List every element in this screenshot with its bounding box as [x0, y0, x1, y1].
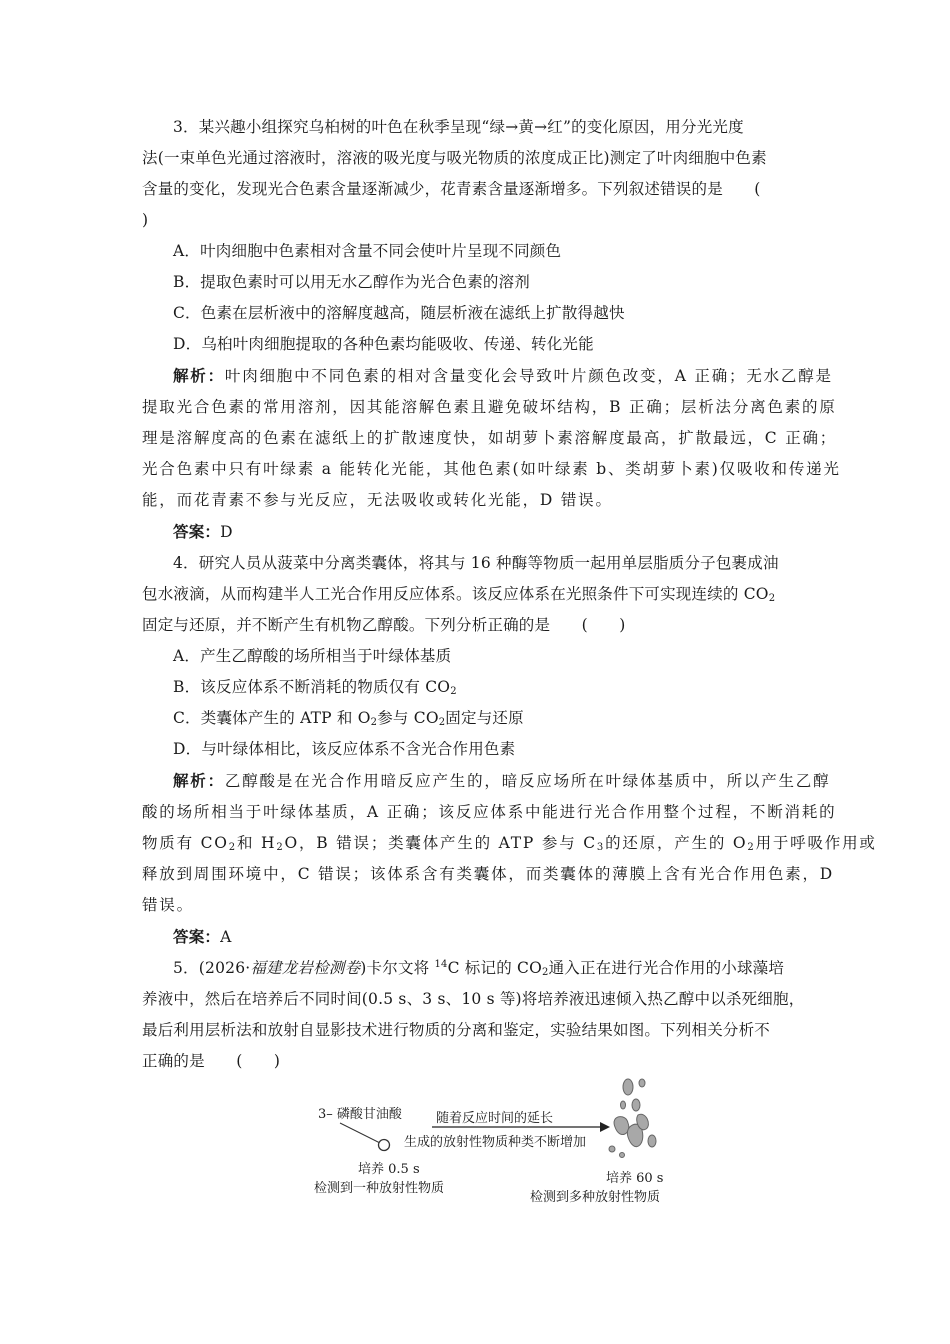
q4-option-b: B．该反应体系不断消耗的物质仅有 $CO_2$ [173, 678, 457, 697]
q3-analysis-line: 提取光合色素的常用溶剂，因其能溶解色素且避免破坏结构，B 正确；层析法分离色素的原 [142, 398, 837, 416]
left-time-label: 培养 0.5 s [358, 1162, 420, 1177]
q4-analysis-line: 物质有 $CO_2$和 $H_2O$，B 错误；类囊体产生的 ATP 参与 $C_3$的还原，产生的 $O_2$用于呼吸作用或 [142, 834, 877, 853]
single-spot [379, 1140, 390, 1151]
q3-option-d: D．乌桕叶肉细胞提取的各种色素均能吸收、传递、转化光能 [173, 335, 594, 353]
q3-option-a: A．叶肉细胞中色素相对含量不同会使叶片呈现不同颜色 [173, 242, 562, 260]
q4-stem-line: 4．研究人员从菠菜中分离类囊体，将其与 16 种酶等物质一起用单层脂质分子包裹成油 [173, 554, 779, 572]
q4-analysis-line: 解析：乙醇酸是在光合作用暗反应产生的，暗反应场所在叶绿体基质中，所以产生乙醇 [173, 771, 831, 790]
q3-analysis-line: 能，而花青素不参与光反应，无法吸收或转化光能，D 错误。 [142, 491, 613, 509]
chromatography-figure [310, 1075, 690, 1205]
q5-stem-line: 5．(2026·福建龙岩检测卷)卡尔文将 $^{14}$C 标记的 $CO_2$通入正在进行光合作用的小球藻培 [173, 959, 785, 978]
q3-answer: 答案：D [173, 522, 233, 541]
q3-analysis-line: 光合色素中只有叶绿素 a 能转化光能，其他色素(如叶绿素 b、类胡萝卜素)仅吸收和传递光 [142, 460, 841, 478]
q5-stem-line: 养液中，然后在培养后不同时间(0.5 s、3 s、10 s 等)将培养液迅速倾入热乙醇中以杀死细胞， [142, 990, 805, 1008]
q3-stem-line: 3．某兴趣小组探究乌桕树的叶色在秋季呈现“绿→黄→红”的变化原因，用分光光度 [173, 118, 744, 136]
q3-analysis-line: 解析：叶肉细胞中不同色素的相对含量变化会导致叶片颜色改变，A 正确；无水乙醇是 [173, 366, 833, 385]
left-compound-label: 3– 磷酸甘油酸 [318, 1107, 402, 1122]
arrow-head [600, 1122, 610, 1132]
q5-stem-line: 最后利用层析法和放射自显影技术进行物质的分离和鉴定，实验结果如图。下列相关分析不 [142, 1021, 771, 1039]
q4-stem-line: 固定与还原，并不断产生有机物乙醇酸。下列分析正确的是 ( ) [142, 616, 626, 634]
q3-option-c: C．色素在层析液中的溶解度越高，随层析液在滤纸上扩散得越快 [173, 304, 625, 322]
q4-stem-line: 包水液滴，从而构建半人工光合作用反应体系。该反应体系在光照条件下可实现连续的 $CO_2$ [142, 585, 776, 604]
document-body [142, 112, 877, 1077]
left-caption: 检测到一种放射性物质 [314, 1181, 445, 1196]
q3-stem-line: ) [142, 211, 149, 229]
analysis-label: 解析： [173, 366, 225, 385]
multiple-spots [609, 1079, 656, 1158]
q3-stem-line: 法(一束单色光通过溶液时，溶液的吸光度与吸光物质的浓度成正比)测定了叶肉细胞中色素 [142, 149, 767, 167]
q4-option-c: C．类囊体产生的 ATP 和 $O_2$参与 $CO_2$固定与还原 [173, 709, 524, 728]
arrow-top-label: 随着反应时间的延长 [436, 1111, 554, 1126]
q4-option-a: A．产生乙醇酸的场所相当于叶绿体基质 [173, 647, 452, 665]
right-caption: 检测到多种放射性物质 [530, 1190, 661, 1205]
q3-option-b: B．提取色素时可以用无水乙醇作为光合色素的溶剂 [173, 273, 530, 291]
q3-analysis-line: 理是溶解度高的色素在滤纸上的扩散速度快，如胡萝卜素溶解度最高，扩散最远，C 正确； [142, 429, 838, 447]
q3-stem-line: 含量的变化，发现光合色素含量逐渐减少，花青素含量逐渐增多。下列叙述错误的是 ( [142, 180, 761, 198]
analysis-label: 解析： [173, 771, 225, 790]
pointer-line [340, 1123, 380, 1143]
q4-analysis-line: 酸的场所相当于叶绿体基质，A 正确；该反应体系中能进行光合作用整个过程，不断消耗的 [142, 803, 837, 821]
q4-analysis-line: 错误。 [142, 896, 194, 914]
arrow-bottom-label: 生成的放射性物质种类不断增加 [404, 1135, 587, 1150]
q4-answer: 答案：A [173, 927, 232, 946]
q4-analysis-line: 释放到周围环境中，C 错误；该体系含有类囊体，而类囊体的薄膜上含有光合作用色素，D [142, 865, 835, 883]
right-time-label: 培养 60 s [606, 1171, 664, 1186]
q5-source: 福建龙岩检测卷 [250, 959, 361, 977]
q5-stem-line: 正确的是 ( ) [142, 1052, 281, 1070]
q4-option-d: D．与叶绿体相比，该反应体系不含光合作用色素 [173, 740, 516, 758]
